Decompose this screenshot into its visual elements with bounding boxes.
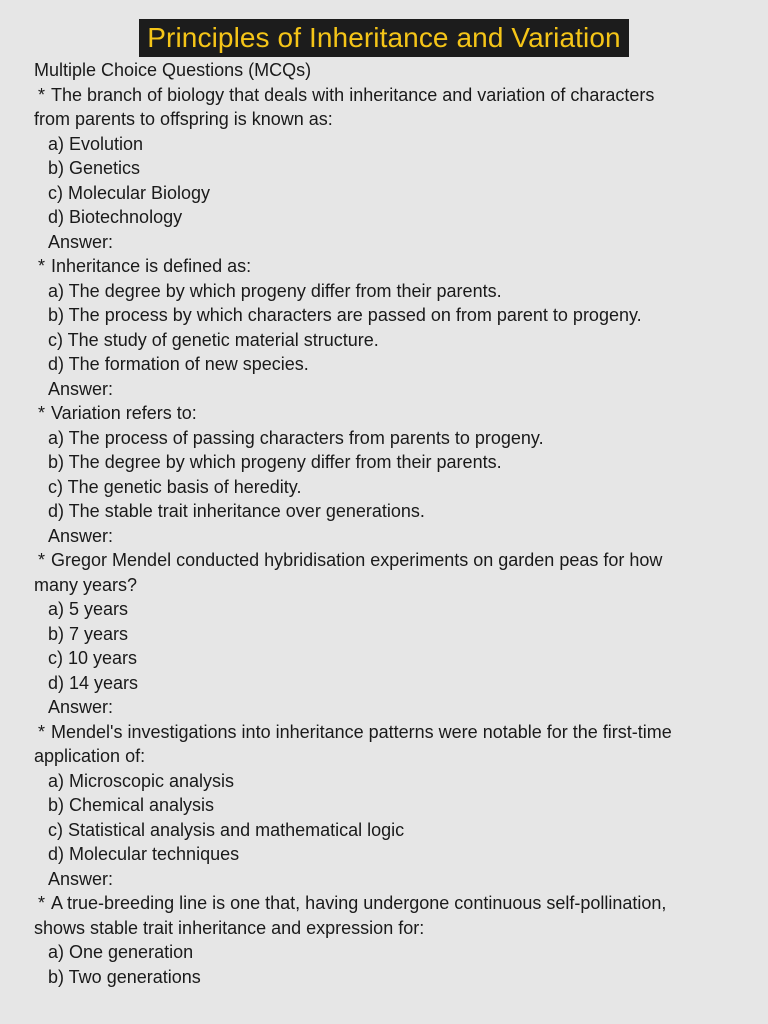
question-text: Variation refers to: xyxy=(51,403,197,423)
bullet-star-icon: * xyxy=(38,721,46,742)
question-1 xyxy=(34,83,744,108)
answer-label: Answer: xyxy=(48,231,114,252)
bullet-star-icon: * xyxy=(38,550,46,570)
page-title: Principles of Inheritance and Variation xyxy=(139,19,628,57)
option: c) The study of genetic material structure. xyxy=(48,329,379,350)
option: d) The stable trait inheritance over generations. xyxy=(48,501,425,521)
bullet-star-icon: * xyxy=(38,893,46,913)
option: d) The formation of new species. xyxy=(48,354,309,374)
bullet-star-icon: * xyxy=(38,403,46,423)
option: c) Molecular Biology xyxy=(48,182,211,203)
answer-label: Answer: xyxy=(48,868,114,889)
question-continuation: from parents to offspring is known as: xyxy=(34,109,333,129)
section-heading: Multiple Choice Questions (MCQs) xyxy=(34,60,312,80)
question-4 xyxy=(34,548,744,573)
option: c) 10 years xyxy=(48,648,138,668)
question-continuation: shows stable trait inheritance and expression for: xyxy=(34,917,425,938)
bullet-star-icon: * xyxy=(38,84,46,105)
question-text: The branch of biology that deals with inheritance and variation of characters xyxy=(51,84,655,105)
option: a) One generation xyxy=(48,942,194,962)
option: a) Evolution xyxy=(48,133,144,154)
question-2 xyxy=(34,254,744,279)
option: c) Statistical analysis and mathematical logic xyxy=(48,819,405,840)
option: a) The degree by which progeny differ from their parents. xyxy=(48,280,502,301)
answer-label: Answer: xyxy=(48,378,114,399)
option: a) 5 years xyxy=(48,599,129,619)
answer-label: Answer: xyxy=(48,525,114,546)
answer-label: Answer: xyxy=(48,697,114,717)
document-body xyxy=(34,58,744,989)
question-text: Inheritance is defined as: xyxy=(51,256,252,276)
bullet-star-icon: * xyxy=(38,256,46,276)
question-continuation: many years? xyxy=(34,574,138,595)
option: b) Genetics xyxy=(48,158,141,178)
option: b) The degree by which progeny differ from their parents. xyxy=(48,452,502,472)
title-bar xyxy=(0,19,768,57)
question-text: Mendel's investigations into inheritance patterns were notable for the first-time xyxy=(51,721,672,742)
question-text: A true-breeding line is one that, having undergone continuous self-pollination, xyxy=(51,893,667,913)
question-text: Gregor Mendel conducted hybridisation experiments on garden peas for how xyxy=(51,550,663,570)
option: d) Biotechnology xyxy=(48,207,183,227)
question-5 xyxy=(34,720,744,745)
option: b) The process by which characters are passed on from parent to progeny. xyxy=(48,305,642,325)
option: d) 14 years xyxy=(48,672,139,693)
question-3 xyxy=(34,401,744,426)
option: b) Chemical analysis xyxy=(48,795,215,815)
option: c) The genetic basis of heredity. xyxy=(48,476,302,497)
question-6 xyxy=(34,891,744,916)
option: a) The process of passing characters from parents to progeny. xyxy=(48,427,544,448)
question-continuation: application of: xyxy=(34,746,146,766)
option: a) Microscopic analysis xyxy=(48,770,235,791)
option: d) Molecular techniques xyxy=(48,844,240,864)
option: b) 7 years xyxy=(48,623,129,644)
option: b) Two generations xyxy=(48,966,201,987)
